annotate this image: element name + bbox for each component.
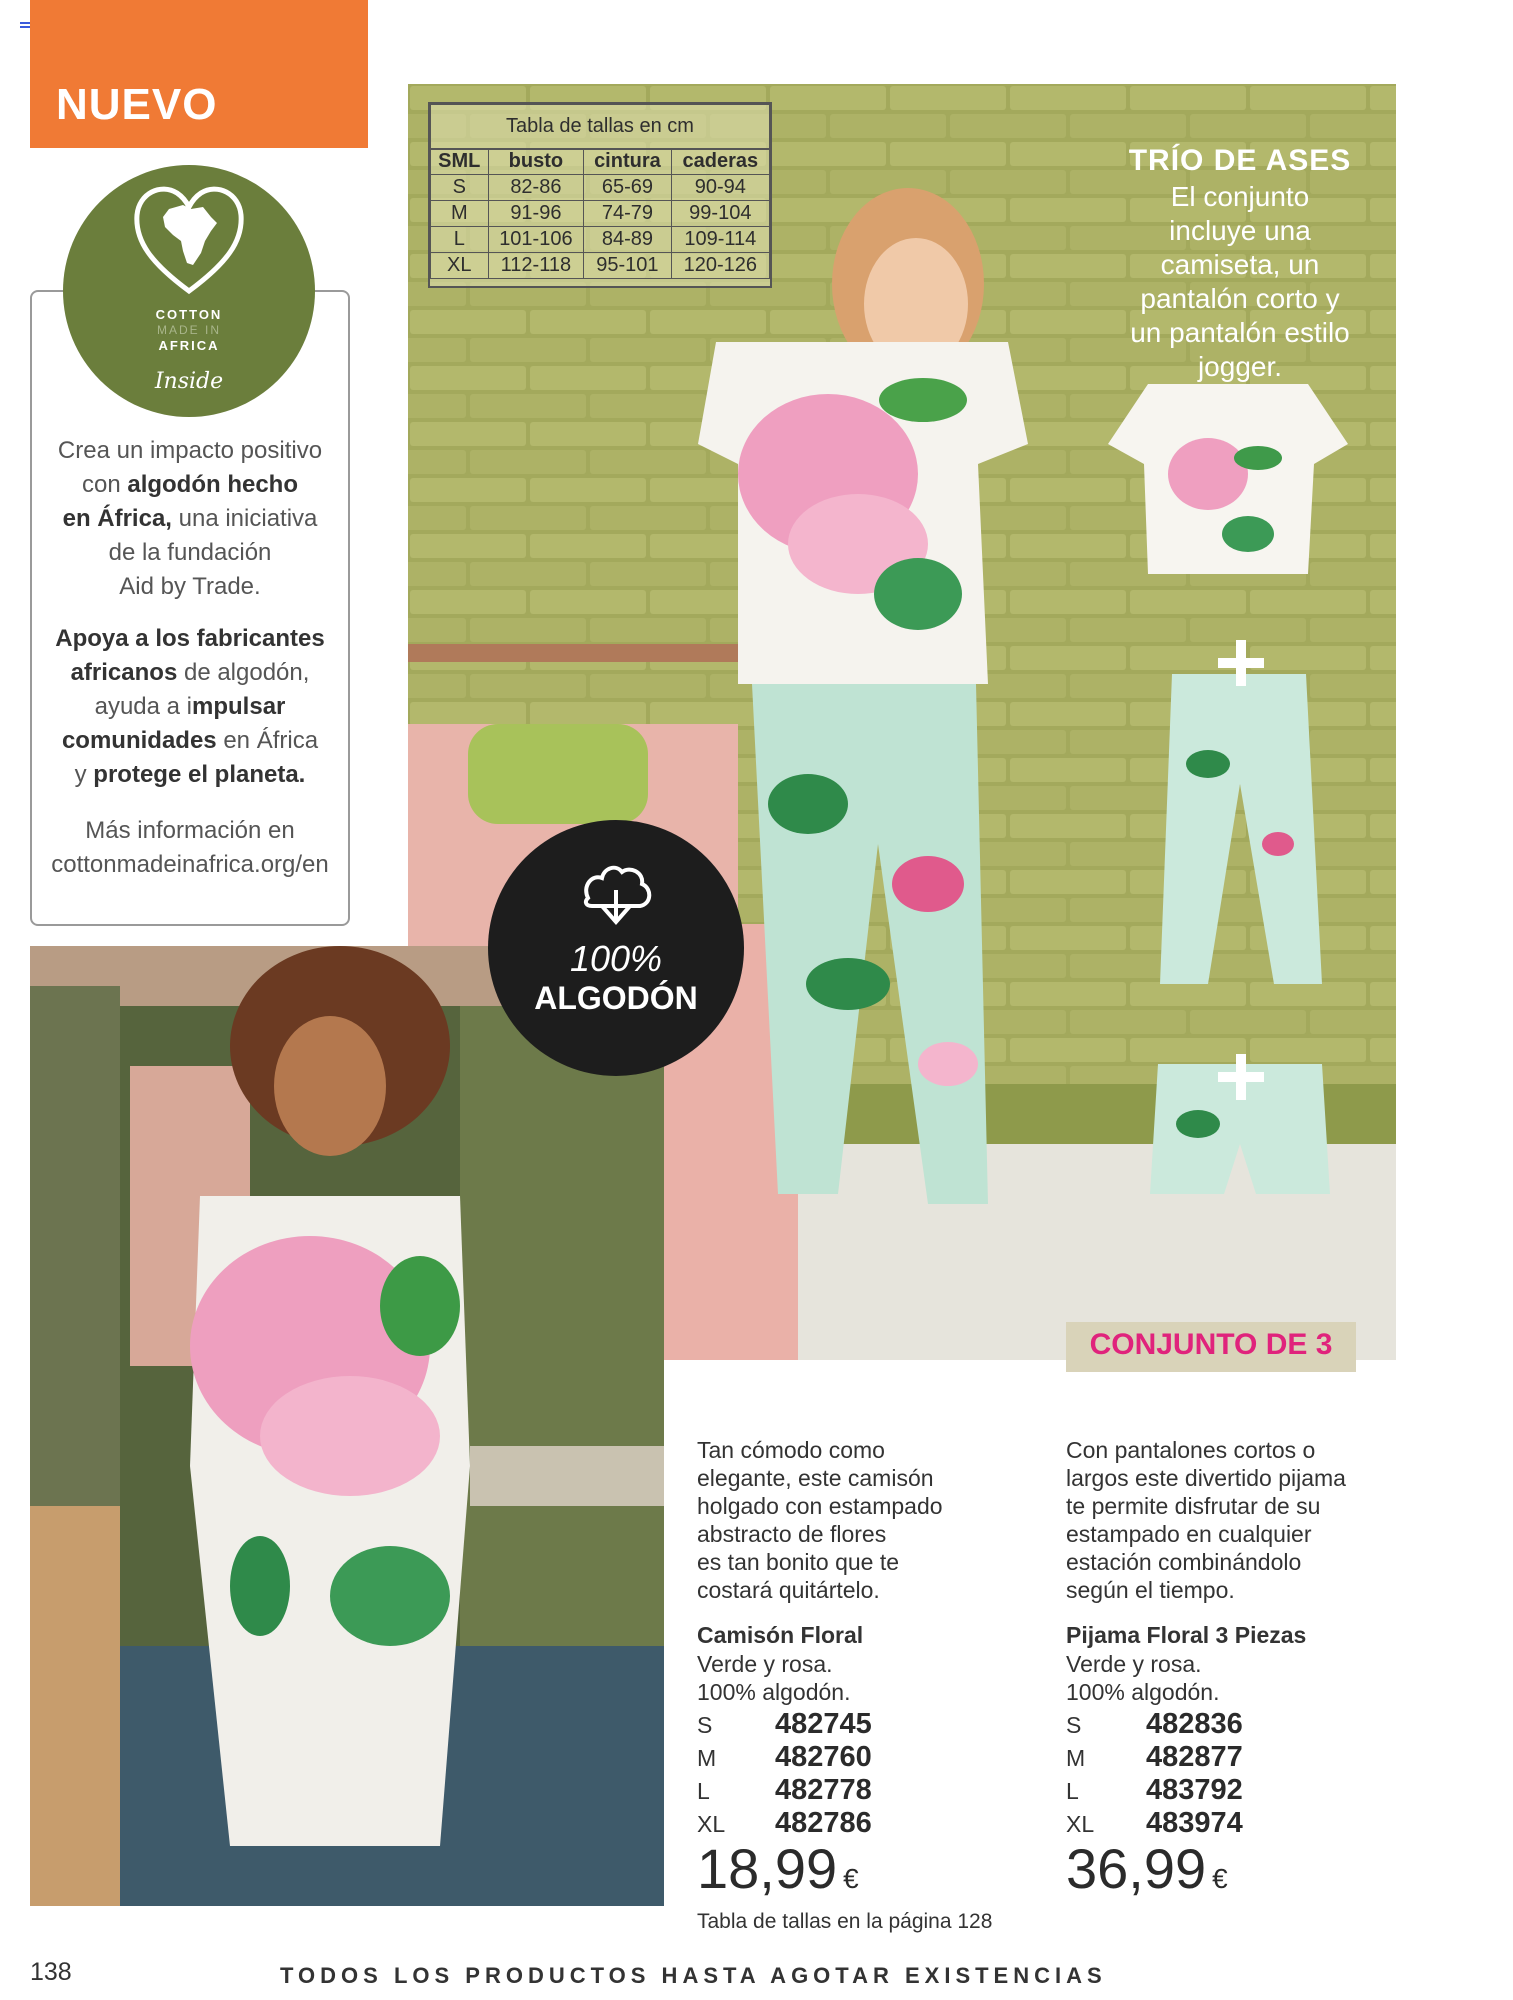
- trio-description: [1090, 180, 1390, 384]
- info-line: [30, 502, 350, 536]
- product-description-pajama: [1066, 1436, 1346, 1604]
- table-row: [431, 253, 770, 279]
- table-cell: 90-94: [671, 175, 769, 201]
- info-bold-text: comunidades: [61, 727, 217, 754]
- desc-line: costará quitártelo.: [697, 1577, 880, 1603]
- table-row: [431, 201, 770, 227]
- product-details-nightdress: [697, 1650, 850, 1706]
- table-cell: 95-101: [584, 253, 671, 279]
- product-material: 100% algodón.: [697, 1679, 851, 1705]
- cotton-made-in-africa-logo: [63, 165, 315, 417]
- corner-mark: [20, 22, 30, 28]
- cmia-website-link[interactable]: cottonmadeinafrica.org/en: [51, 851, 329, 878]
- info-paragraph-impact: [30, 434, 350, 604]
- cmia-line-made-in: MADE IN: [156, 323, 221, 337]
- table-header: SML: [431, 149, 489, 175]
- info-text: de algodón,: [177, 659, 310, 686]
- table-cell: 101-106: [488, 227, 584, 253]
- table-header: cintura: [584, 149, 671, 175]
- nightdress-model-photo: [30, 946, 664, 1906]
- cmia-inside-text: Inside: [154, 369, 224, 394]
- cotton-100-badge: [488, 820, 744, 1076]
- trio-line: incluye una: [1169, 215, 1311, 246]
- desc-line: largos este divertido pijama: [1066, 1465, 1346, 1491]
- code-size: M: [697, 1745, 717, 1771]
- desc-line: holgado con estampado: [697, 1493, 943, 1519]
- table-row: [431, 227, 770, 253]
- trio-line: jogger.: [1197, 351, 1283, 382]
- info-paragraph-support: [30, 622, 350, 792]
- cotton-word: ALGODÓN: [534, 980, 698, 1016]
- table-cell: 112-118: [488, 253, 584, 279]
- currency-symbol: €: [1212, 1863, 1228, 1894]
- trio-title: TRÍO DE ASES: [1128, 144, 1352, 177]
- size-table-title: Tabla de tallas en cm: [431, 105, 770, 149]
- info-line: de la fundación: [108, 539, 272, 566]
- desc-line: es tan bonito que te: [697, 1549, 900, 1575]
- product-name-nightdress: Camisón Floral: [697, 1622, 864, 1648]
- set-of-3-text: CONJUNTO DE 3: [1089, 1328, 1333, 1361]
- info-line: Aid by Trade.: [119, 573, 261, 600]
- info-text: en África: [216, 727, 319, 754]
- desc-line: según el tiempo.: [1066, 1577, 1235, 1603]
- table-cell: 65-69: [584, 175, 671, 201]
- info-bold-text: protege el planeta.: [93, 761, 306, 788]
- code-size: S: [697, 1712, 713, 1738]
- info-line: [30, 468, 350, 502]
- table-cell: L: [431, 227, 489, 253]
- africa-heart-icon: [131, 179, 247, 299]
- table-header: busto: [488, 149, 584, 175]
- code-number: 482877: [1146, 1741, 1243, 1773]
- desc-line: estación combinándolo: [1066, 1549, 1302, 1575]
- info-paragraph-more: [30, 814, 350, 882]
- code-number: 482745: [775, 1708, 872, 1740]
- product-details-pajama: [1066, 1650, 1219, 1706]
- plus-icon: [1218, 1054, 1264, 1100]
- set-of-3-label: [1066, 1322, 1356, 1372]
- table-cell: S: [431, 175, 489, 201]
- info-line: [30, 622, 350, 656]
- code-number: 482836: [1146, 1708, 1243, 1740]
- size-chart-table: [428, 102, 772, 288]
- table-header-row: [431, 149, 770, 175]
- trio-line: El conjunto: [1170, 181, 1310, 212]
- desc-line: estampado en cualquier: [1066, 1521, 1312, 1547]
- plus-icon: [1218, 640, 1264, 686]
- info-text: y: [74, 761, 94, 788]
- code-size: XL: [697, 1811, 726, 1837]
- info-text: con: [81, 471, 128, 498]
- table-cell: 109-114: [671, 227, 769, 253]
- desc-line: elegante, este camisón: [697, 1465, 934, 1491]
- price-nightdress: [697, 1836, 859, 1901]
- info-bold-text: algodón hecho: [127, 471, 299, 498]
- table-row: [431, 175, 770, 201]
- table-header: caderas: [671, 149, 769, 175]
- product-description-nightdress: [697, 1436, 943, 1604]
- product-color: Verde y rosa.: [1066, 1651, 1202, 1677]
- info-line: [30, 690, 350, 724]
- table-cell: 91-96: [488, 201, 584, 227]
- cmia-line-africa: AFRICA: [158, 338, 220, 353]
- cmia-line-cotton: COTTON: [155, 307, 223, 322]
- code-number: 483792: [1146, 1774, 1243, 1806]
- price-pajama: [1066, 1836, 1228, 1901]
- table-cell: 99-104: [671, 201, 769, 227]
- code-size: S: [1066, 1712, 1082, 1738]
- code-number: 483974: [1146, 1807, 1243, 1839]
- size-table: [430, 104, 770, 279]
- currency-symbol: €: [843, 1863, 859, 1894]
- info-line: Más información en: [85, 817, 295, 844]
- price-value: 18,99: [697, 1837, 838, 1900]
- code-size: M: [1066, 1745, 1086, 1771]
- desc-line: Tan cómodo como: [697, 1437, 885, 1463]
- size-chart-note: Tabla de tallas en la página 128: [697, 1910, 993, 1933]
- trio-line: un pantalón estilo: [1130, 317, 1350, 348]
- info-bold-text: mpulsar: [192, 693, 286, 720]
- table-cell: 74-79: [584, 201, 671, 227]
- table-cell: XL: [431, 253, 489, 279]
- table-cell: 120-126: [671, 253, 769, 279]
- desc-line: te permite disfrutar de su: [1066, 1493, 1321, 1519]
- code-size: L: [1066, 1778, 1079, 1804]
- cotton-percent: 100%: [569, 938, 663, 979]
- product-color: Verde y rosa.: [697, 1651, 833, 1677]
- table-cell: 82-86: [488, 175, 584, 201]
- info-text: una iniciativa: [171, 505, 318, 532]
- new-badge-label: NUEVO: [56, 80, 218, 129]
- price-value: 36,99: [1066, 1837, 1207, 1900]
- code-number: 482760: [775, 1741, 872, 1773]
- table-cell: 84-89: [584, 227, 671, 253]
- trio-line: camiseta, un: [1160, 249, 1320, 280]
- info-line: [30, 656, 350, 690]
- product-name-pajama: Pijama Floral 3 Piezas: [1066, 1622, 1307, 1648]
- code-number: 482786: [775, 1807, 872, 1839]
- info-bold-text: africanos: [70, 659, 178, 686]
- product-material: 100% algodón.: [1066, 1679, 1220, 1705]
- cotton-flower-icon: [578, 864, 654, 930]
- info-bold-text: Apoya a los fabricantes: [55, 625, 325, 652]
- nightdress-scene-illustration: [30, 946, 664, 1906]
- trio-line: pantalón corto y: [1140, 283, 1340, 314]
- code-size: L: [697, 1778, 710, 1804]
- desc-line: abstracto de flores: [697, 1521, 887, 1547]
- info-line: [30, 724, 350, 758]
- info-line: [30, 758, 350, 792]
- code-size: XL: [1066, 1811, 1095, 1837]
- table-title-row: [431, 105, 770, 149]
- code-number: 482778: [775, 1774, 872, 1806]
- footer-disclaimer: TODOS LOS PRODUCTOS HASTA AGOTAR EXISTENCIAS: [280, 1963, 1107, 1988]
- page-number: 138: [30, 1958, 72, 1986]
- info-line: Crea un impacto positivo: [57, 437, 323, 464]
- info-text: ayuda a i: [94, 693, 193, 720]
- table-cell: M: [431, 201, 489, 227]
- desc-line: Con pantalones cortos o: [1066, 1437, 1316, 1463]
- info-bold-text: en África,: [62, 505, 172, 532]
